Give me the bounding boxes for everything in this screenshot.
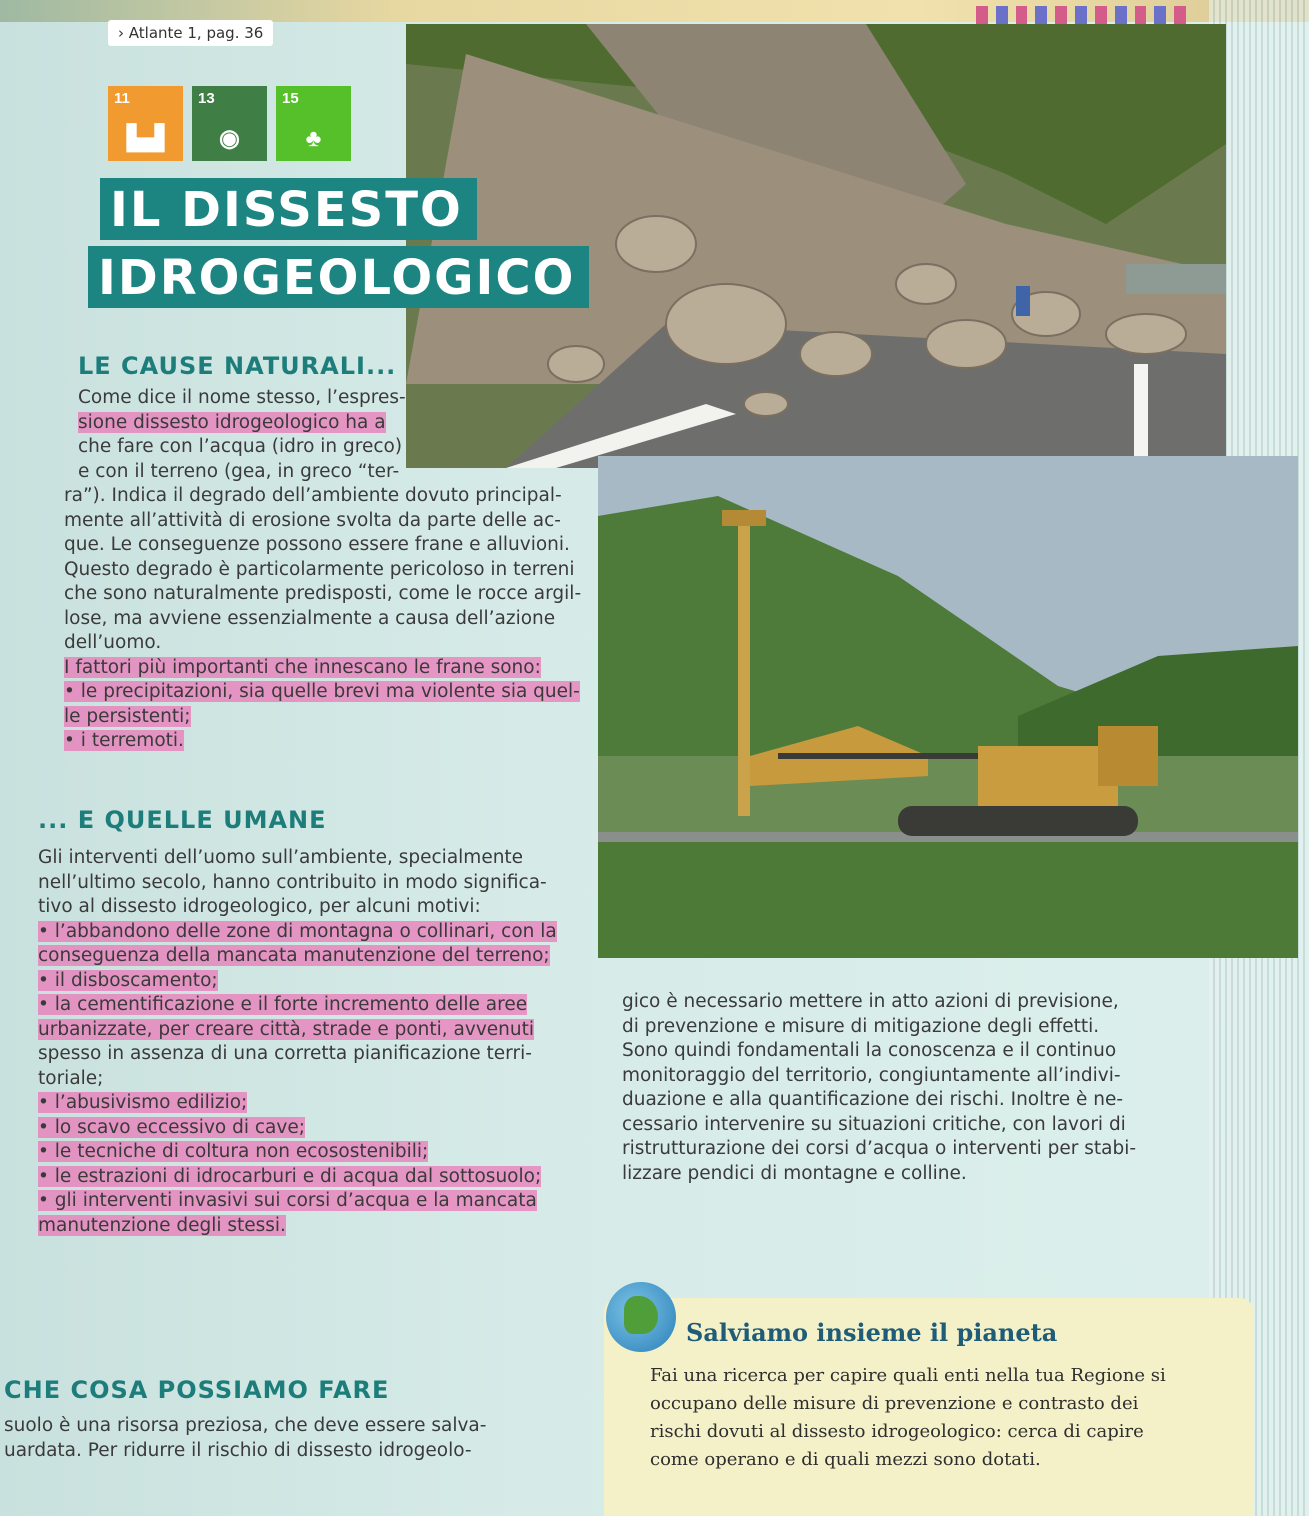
color-stripes bbox=[976, 6, 1186, 24]
eye-globe-icon: ◉ bbox=[219, 125, 240, 152]
page-title-line1: IL DISSESTO bbox=[100, 178, 477, 240]
activity-box-text: Fai una ricerca per capire quali enti nella tua Regione si occupano delle misure di prevenzione e contrasto dei rischi dovuti al dissesto idrogeologico: cerca di capire come operano e di quali mezzi sono dotati. bbox=[650, 1365, 1166, 1470]
globe-hands-icon bbox=[606, 1282, 676, 1352]
human-causes-body: Gli interventi dell’uomo sull’ambiente, specialmente nell’ultimo secolo, hanno contribuito in modo significa- tivo al dissesto idrogeologico, per alcuni motivi: • l’abbandono delle zone di montagna o collinari, con la conseguenza della mancata manutenzione del terreno; • il disboscamento; • la cementificazione e il forte incremento delle aree urbanizzate, per creare città, strade e ponti, avvenuti spesso in assenza di una corretta pianificazione terri- toriale; • l’abusivismo edilizio; • lo scavo eccessivo di cave; • le tecniche di coltura non ecosostenibili; • le estrazioni di idrocarburi e di acqua dal sottosuolo; • gli interventi invasivi sui corsi d’acqua e la mancata manutenzione degli stessi. bbox=[38, 847, 557, 1236]
page-title-line2: IDROGEOLOGICO bbox=[88, 246, 589, 308]
heading-natural-causes: LE CAUSE NATURALI... bbox=[78, 352, 397, 380]
heading-human-causes: ... E QUELLE UMANE bbox=[38, 806, 327, 834]
activity-box-title: Salviamo insieme il pianeta bbox=[686, 1318, 1058, 1347]
heading-what-we-can-do: CHE COSA POSSIAMO FARE bbox=[4, 1376, 390, 1404]
atlas-reference: › Atlante 1, pag. 36 bbox=[108, 20, 273, 46]
sdg-13-badge: 13 ◉ bbox=[192, 86, 267, 161]
sdg-15-badge: 15 ♣ bbox=[276, 86, 351, 161]
natural-causes-body: ra”). Indica il degrado dell’ambiente dovuto principal- mente all’attività di erosione svolta da parte delle ac- que. Le conseguenze possono essere frane e alluvioni. Questo degrado è particolarmente pericoloso in terreni che sono naturalmente predisposti, come le rocce argil- lose, ma avviene essenzialmente a causa dell’azione dell’uomo. I fattori più importanti che innescano le frane sono: • le precipitazioni, sia quelle brevi ma violente sia quel- le persistenti; • i terremoti. bbox=[64, 485, 582, 751]
sdg-11-badge: 11 ▙▟ bbox=[108, 86, 183, 161]
drilling-machine-photo bbox=[598, 456, 1298, 958]
natural-causes-intro: Come dice il nome stesso, l’espres- sione dissesto idrogeologico ha a che fare con l’acqua (idro in greco) e con il terreno (gea, in greco “ter- bbox=[78, 387, 406, 482]
right-column-body: gico è necessario mettere in atto azioni di previsione, di prevenzione e misure di mitigazione degli effetti. Sono quindi fondamentali la conoscenza e il continuo monitoraggio del territorio, congiuntamente all’indivi- duazione e alla quantificazione dei rischi. Inoltre è ne- cessario intervenire su situazioni critiche, con lavori di ristrutturazione dei corsi d’acqua o interventi per stabi- lizzare pendici di montagne e colline. bbox=[622, 991, 1137, 1184]
tree-icon: ♣ bbox=[305, 125, 322, 152]
city-icon: ▙▟ bbox=[127, 125, 164, 152]
what-we-can-do-body: suolo è una risorsa preziosa, che deve essere salva- uardata. Per ridurre il rischio di dissesto idrogeolo- bbox=[4, 1415, 487, 1461]
